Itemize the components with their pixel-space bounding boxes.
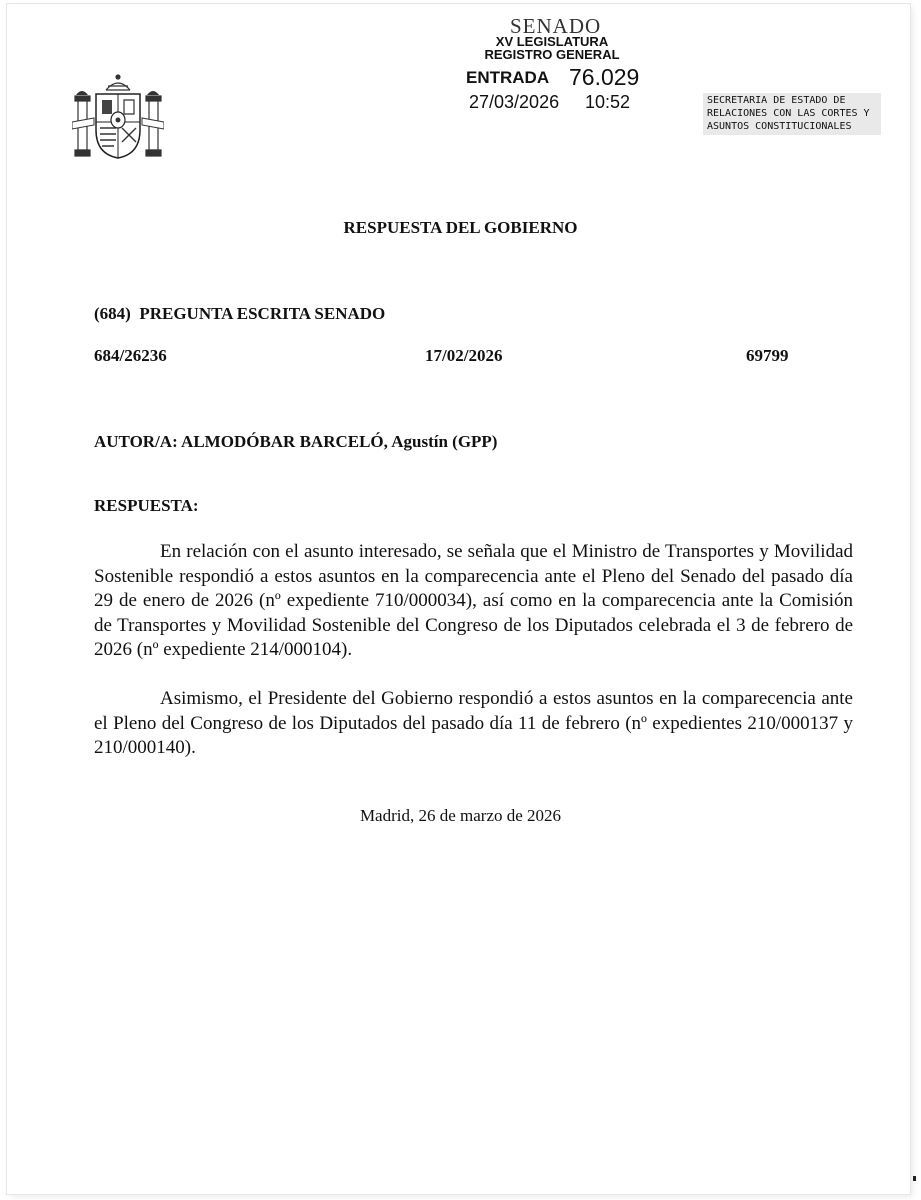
question-type: (684) PREGUNTA ESCRITA SENADO [94, 304, 386, 323]
document-title: RESPUESTA DEL GOBIERNO [343, 218, 578, 237]
entry-label: ENTRADA [466, 68, 550, 87]
secretaria-line: RELACIONES CON LAS CORTES Y [707, 108, 870, 119]
author-line: AUTOR/A: ALMODÓBAR BARCELÓ, Agustín (GPP) [94, 432, 498, 451]
registry-label: REGISTRO GENERAL [484, 47, 620, 62]
secretaria-header [703, 93, 881, 135]
closing-date: Madrid, 26 de marzo de 2026 [359, 806, 562, 825]
secretaria-line: ASUNTOS CONSTITUCIONALES [707, 121, 852, 132]
senado-stamp-title: SENADO [510, 14, 602, 38]
entry-number: 76.029 [569, 64, 640, 90]
answer-paragraph: En relación con el asunto interesado, se señala que el Ministro de Transportes y Movilidad Sostenible respondió a estos asuntos en la comparecencia ante el Pleno del Senado del pasado día 29 de enero de 2026 (nº expediente 710/000034), así como en la comparecencia ante la Comisión de Transportes y Movilidad Sostenible del Congreso de los Diputados celebrada el 3 de febrero de 2026 (nº expediente 214/000104). [94, 541, 853, 660]
edge-mark [913, 1176, 916, 1181]
reference-date: 17/02/2026 [425, 346, 503, 365]
entry-date: 27/03/2026 [469, 92, 560, 112]
legislature-label: XV LEGISLATURA [495, 34, 609, 49]
entry-time: 10:52 [585, 92, 631, 112]
answer-label: RESPUESTA: [94, 496, 199, 515]
reference-number: 684/26236 [94, 346, 167, 365]
spain-coat-of-arms-icon [72, 70, 164, 162]
answer-paragraph: Asimismo, el Presidente del Gobierno respondió a estos asuntos en la comparecencia ante el Pleno del Congreso de los Diputados del pasado día 11 de febrero (nº expedientes 210/000137 y 210/000140). [94, 688, 853, 758]
reference-code: 69799 [746, 346, 789, 365]
secretaria-line: SECRETARIA DE ESTADO DE [707, 95, 846, 106]
